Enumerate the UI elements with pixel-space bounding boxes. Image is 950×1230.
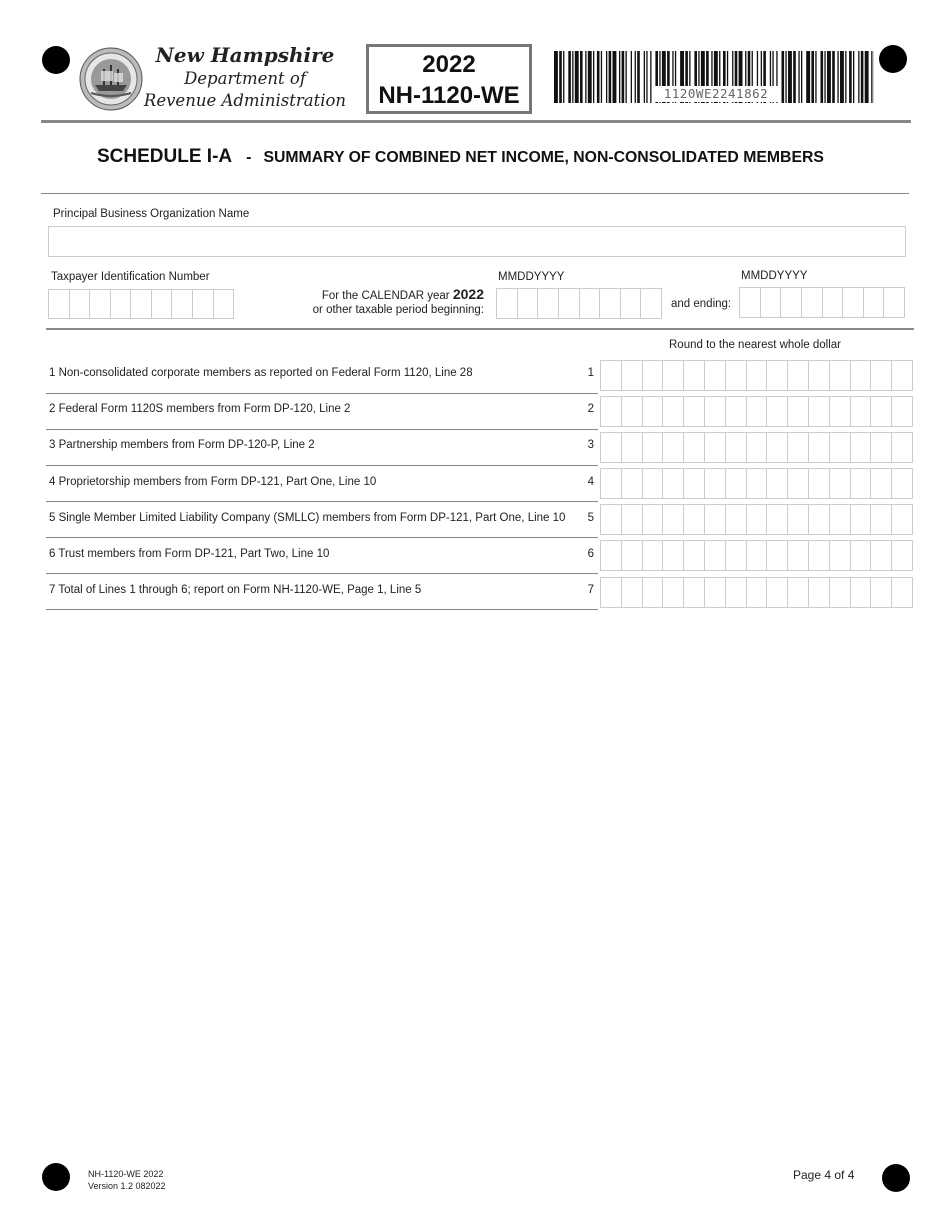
registration-mark <box>879 45 907 73</box>
dept-line-1: Department of <box>184 69 306 88</box>
schedule-name: SCHEDULE I-A <box>97 146 233 167</box>
schedule-separator: - <box>246 149 252 166</box>
schedule-title <box>97 146 824 168</box>
form-number: NH-1120-WE <box>378 82 520 109</box>
state-seal-icon <box>79 47 143 111</box>
org-name-label: Principal Business Organization Name <box>53 208 250 220</box>
state-name: New Hampshire <box>155 43 335 67</box>
line-4-rule <box>46 501 598 502</box>
registration-mark <box>42 1163 70 1191</box>
line-4-amount-input[interactable] <box>600 468 913 499</box>
department-name <box>140 42 350 112</box>
registration-mark <box>882 1164 910 1192</box>
line-2-number: 2 <box>587 403 594 415</box>
line-3-rule <box>46 465 598 466</box>
line-2-rule <box>46 429 598 430</box>
dept-line-2: Revenue Administration <box>143 91 347 110</box>
page-number: Page 4 of 4 <box>793 1168 855 1182</box>
line-3-number: 3 <box>587 439 594 451</box>
end-date-format: MMDDYYYY <box>741 270 808 282</box>
begin-date-format: MMDDYYYY <box>498 271 565 283</box>
line-5-label: 5 Single Member Limited Liability Company (SMLLC) members from Form DP-121, Part One, Line 10 <box>49 512 566 524</box>
line-1-label: 1 Non-consolidated corporate members as reported on Federal Form 1120, Line 28 <box>49 367 473 379</box>
line-1-amount-input[interactable] <box>600 360 913 391</box>
line-7-amount-input[interactable] <box>600 577 913 608</box>
line-1-rule <box>46 393 598 394</box>
org-name-input[interactable] <box>48 226 906 257</box>
period-label <box>300 286 484 302</box>
line-3-amount-input[interactable] <box>600 432 913 463</box>
line-5-amount-input[interactable] <box>600 504 913 535</box>
line-3-label: 3 Partnership members from Form DP-120-P, Line 2 <box>49 439 315 451</box>
footer-form-id: NH-1120-WE 2022 <box>88 1169 164 1179</box>
title-divider <box>41 193 909 194</box>
begin-date-input[interactable] <box>496 288 662 319</box>
line-5-number: 5 <box>587 512 594 524</box>
line-2-label: 2 Federal Form 1120S members from Form DP-120, Line 2 <box>49 403 351 415</box>
form-id-box <box>366 44 532 114</box>
taxpayer-divider <box>46 328 914 330</box>
line-1-number: 1 <box>587 367 594 379</box>
footer-version: Version 1.2 082022 <box>88 1181 166 1191</box>
line-6-rule <box>46 573 598 574</box>
header-divider <box>41 120 911 123</box>
registration-mark <box>42 46 70 74</box>
period-year: 2022 <box>452 286 484 302</box>
line-6-label: 6 Trust members from Form DP-121, Part Two, Line 10 <box>49 548 330 560</box>
period-text: For the CALENDAR year <box>321 290 450 302</box>
line-5-rule <box>46 537 598 538</box>
schedule-subtitle: SUMMARY OF COMBINED NET INCOME, NON-CONSOLIDATED MEMBERS <box>263 149 824 166</box>
period-text-2: or other taxable period beginning: <box>312 304 484 316</box>
line-6-amount-input[interactable] <box>600 540 913 571</box>
line-6-number: 6 <box>587 548 594 560</box>
ending-label: and ending: <box>671 298 732 310</box>
end-date-input[interactable] <box>739 287 905 318</box>
line-4-label: 4 Proprietorship members from Form DP-121, Part One, Line 10 <box>49 476 377 488</box>
form-year: 2022 <box>422 51 476 78</box>
line-2-amount-input[interactable] <box>600 396 913 427</box>
barcode-text: 1120WE2241862 <box>652 86 780 102</box>
tin-input[interactable] <box>48 289 234 319</box>
round-note: Round to the nearest whole dollar <box>669 339 841 351</box>
line-7-rule <box>46 609 598 610</box>
line-4-number: 4 <box>587 476 594 488</box>
line-7-label: 7 Total of Lines 1 through 6; report on Form NH-1120-WE, Page 1, Line 5 <box>49 584 422 596</box>
tin-label: Taxpayer Identification Number <box>51 271 210 283</box>
line-7-number: 7 <box>587 584 594 596</box>
